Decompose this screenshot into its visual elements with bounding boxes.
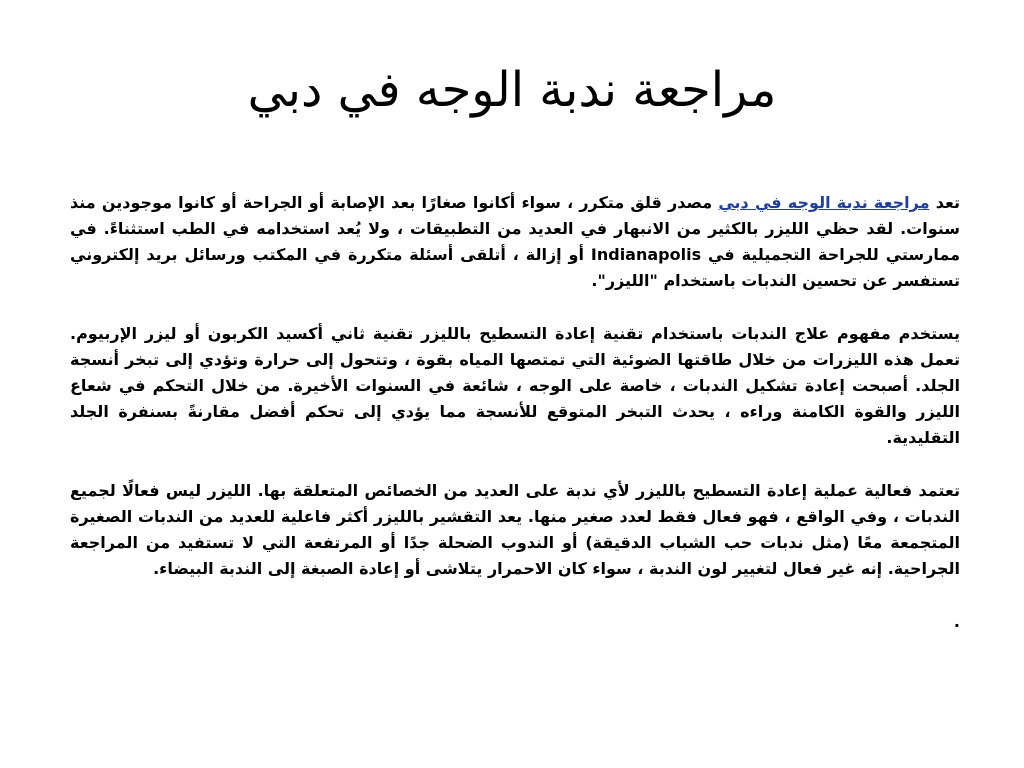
paragraph-2: يستخدم مفهوم علاج الندبات باستخدام تقنية إعادة التسطيح بالليزر تقنية ثاني أكسيد الكربون أو ليزر الإربيوم. تعمل هذه الليزرات من خلال طاقتها الضوئية التي تمتصها المياه بقوة ، وتتحول إلى حرارة وتؤدي إلى تبخر أنسجة الجلد. أصبحت إعادة تشكيل الندبات ، خاصة على الوجه ، شائعة في السنوات الأخيرة. من خلال التحكم في شعاع الليزر والقوة الكامنة وراءه ، يحدث التبخر المتوقع للأنسجة مما يؤدي إلى تحكم أفضل مقارنةً بسنفرة الجلد التقليدية. bbox=[70, 324, 960, 447]
trailing-dot: . bbox=[953, 612, 960, 631]
slide-body bbox=[70, 190, 960, 635]
paragraph-1-lead: تعد bbox=[929, 193, 960, 212]
paragraph-1 bbox=[70, 190, 960, 294]
slide-title: مراجعة ندبة الوجه في دبي bbox=[247, 62, 777, 118]
paragraph-1-rest: مصدر قلق متكرر ، سواء أكانوا صغارًا بعد الإصابة أو الجراحة أو كانوا موجودين منذ سنوات. لقد حظي الليزر بالكثير من الانبهار في العديد من التطبيقات ، ولا يُعد استخدامه في الطب استثناءً. في ممارستي للجراحة التجميلية في Indianapolis أو إزالة ، أتلقى أسئلة متكررة في المكتب ورسائل بريد إلكتروني تستفسر عن تحسين الندبات باستخدام "الليزر". bbox=[70, 193, 960, 290]
paragraph-3: تعتمد فعالية عملية إعادة التسطيح بالليزر لأي ندبة على العديد من الخصائص المتعلقة بها. الليزر ليس فعالًا لجميع الندبات ، وفي الواقع ، فهو فعال فقط لعدد صغير منها. يعد التقشير بالليزر أكثر فاعلية للعديد من الندبات الصغيرة المتجمعة معًا (مثل ندبات حب الشباب الدقيقة) أو الندوب الضحلة جدًا أو المرتفعة التي لا تستفيد من المراجعة الجراحية. إنه غير فعال لتغيير لون الندبة ، سواء كان الاحمرار يتلاشى أو إعادة الصبغة إلى الندبة البيضاء. bbox=[70, 481, 960, 578]
scar-revision-link[interactable]: مراجعة ندبة الوجه في دبي bbox=[718, 193, 930, 212]
